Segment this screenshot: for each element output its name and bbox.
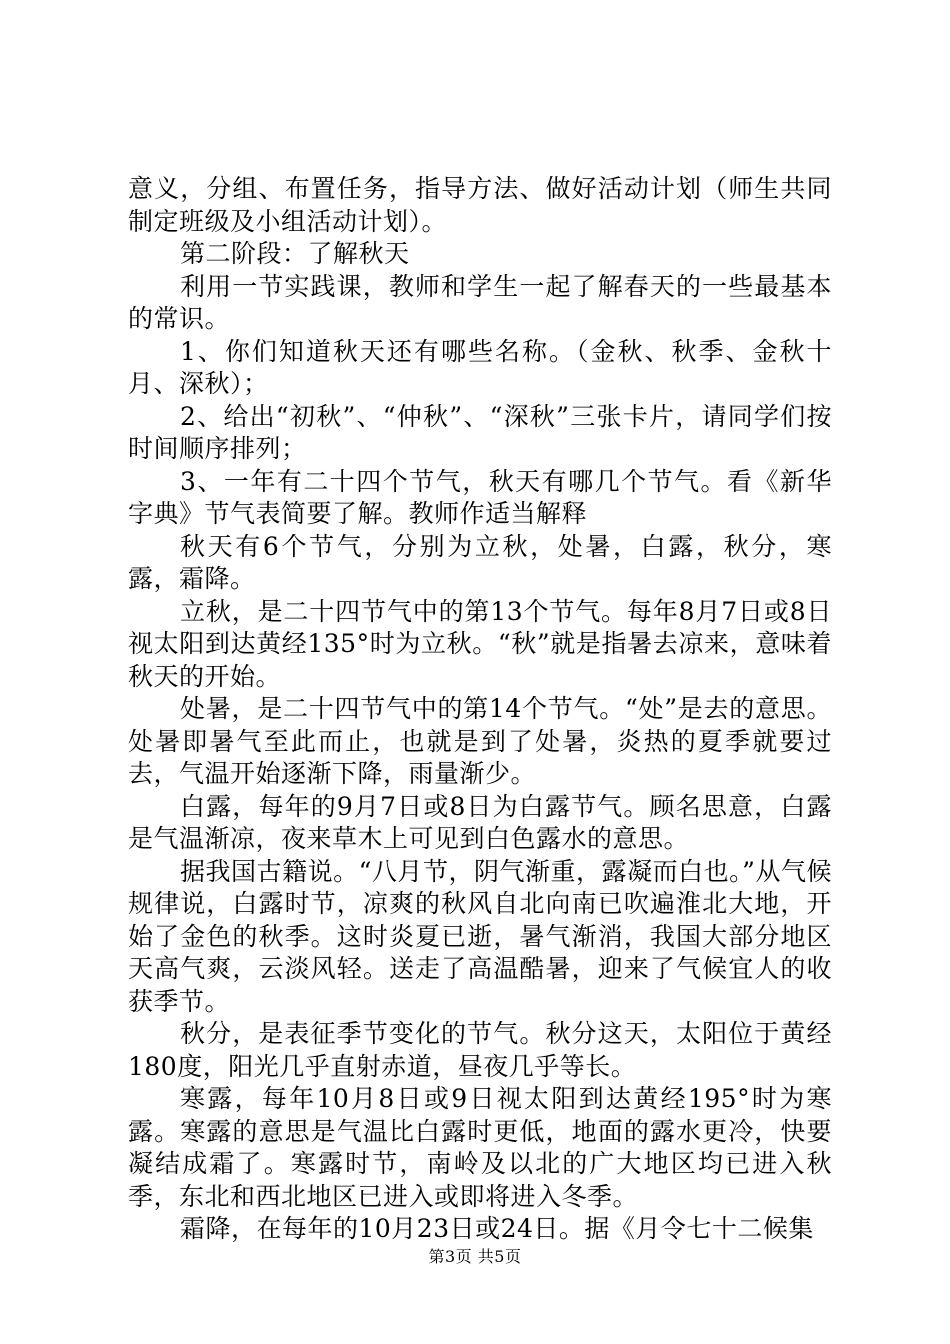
list-item: 3、一年有二十四个节气，秋天有哪几个节气。看《新华字典》节气表简要了解。教师作适当解释 [128,466,832,528]
paragraph: 意义，分组、布置任务，指导方法、做好活动计划（师生共同制定班级及小组活动计划）。 [128,174,832,236]
paragraph: 秋分，是表征季节变化的节气。秋分这天，太阳位于黄经180度，阳光几乎直射赤道，昼夜几乎等长。 [128,1019,832,1081]
document-body [128,173,832,1246]
paragraph: 利用一节实践课，教师和学生一起了解春天的一些最基本的常识。 [128,271,832,333]
section-heading: 第二阶段：了解秋天 [180,239,410,268]
paragraph: 白露，每年的9月7日或8日为白露节气。顾名思意，白露是气温渐凉，夜来草木上可见到白色露水的意思。 [128,791,832,853]
paragraph: 据我国古籍说。“八月节，阴气渐重，露凝而白也。”从气候规律说，白露时节，凉爽的秋风自北向南已吹遍淮北大地，开始了金色的秋季。这时炎夏已逝，暑气渐消，我国大部分地区天高气爽，云淡风轻。送走了高温酷暑，迎来了气候宜人的收获季节。 [128,856,832,1016]
paragraph: 立秋，是二十四节气中的第13个节气。每年8月7日或8日视太阳到达黄经135°时为立秋。“秋”就是指暑去凉来，意味着秋天的开始。 [128,596,832,691]
list-item: 1、你们知道秋天还有哪些名称。（金秋、秋季、金秋十月、深秋）； [128,336,832,398]
page-footer: 第3页 共5页 [428,1247,522,1266]
list-item: 2、给出“初秋”、“仲秋”、“深秋”三张卡片，请同学们按时间顺序排列； [128,401,832,463]
paragraph: 寒露，每年10月8日或9日视太阳到达黄经195°时为寒露。寒露的意思是气温比白露时更低，地面的露水更冷，快要凝结成霜了。寒露时节，南岭及以北的广大地区均已进入秋季，东北和西北地区已进入或即将进入冬季。 [128,1084,832,1211]
paragraph: 霜降，在每年的10月23日或24日。据《月令七十二候集 [180,1214,814,1243]
paragraph: 秋天有6个节气，分别为立秋，处暑，白露，秋分，寒露，霜降。 [128,531,832,593]
paragraph: 处暑，是二十四节气中的第14个节气。“处”是去的意思。处暑即暑气至此而止，也就是到了处暑，炎热的夏季就要过去，气温开始逐渐下降，雨量渐少。 [128,694,832,788]
